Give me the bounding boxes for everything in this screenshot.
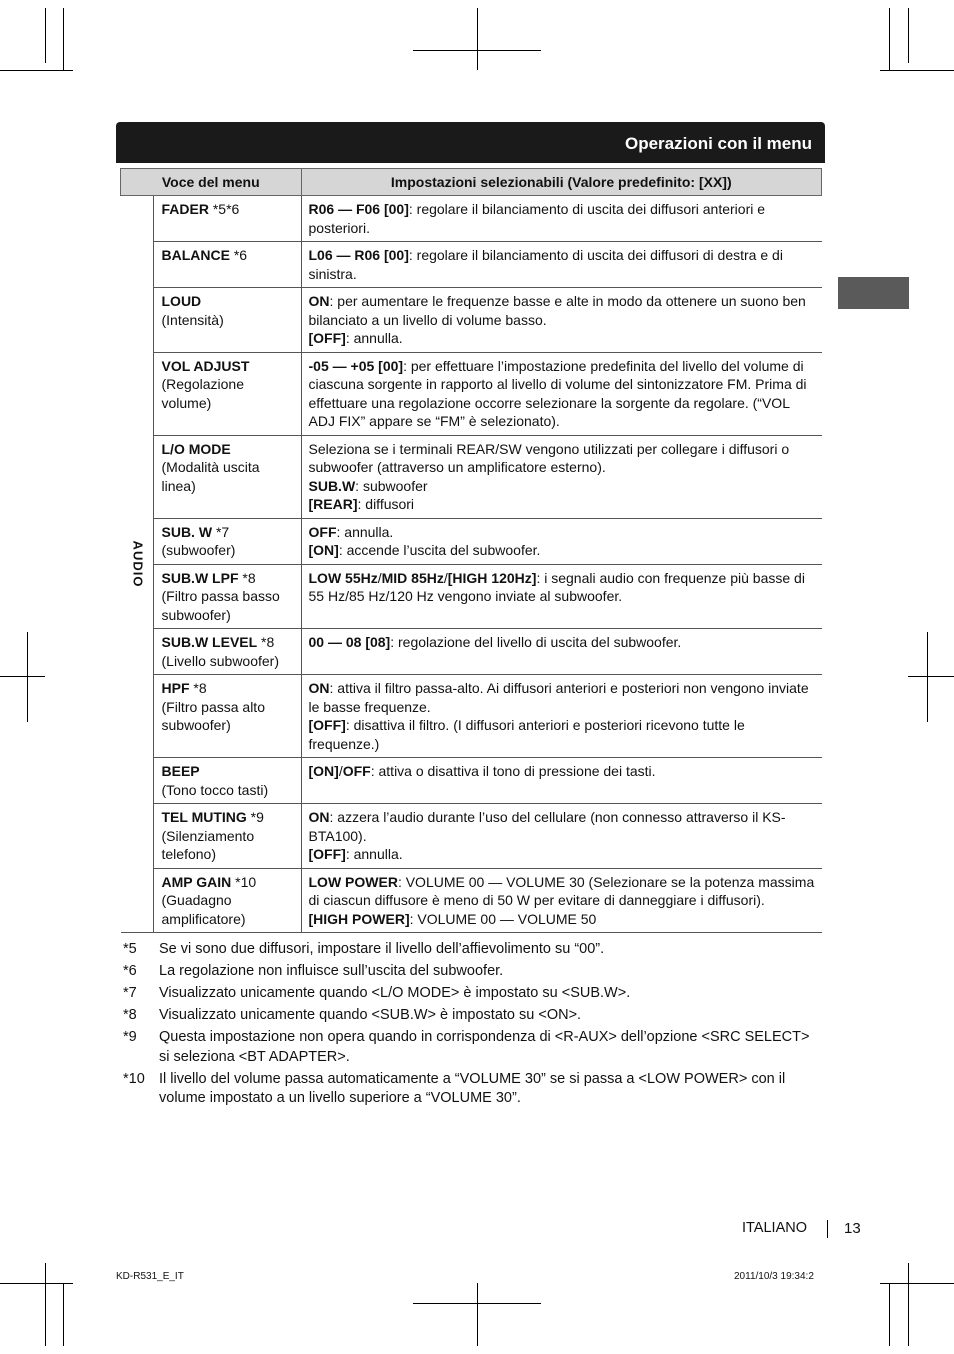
settings-line (309, 440, 816, 477)
setting-value: ON (308, 809, 330, 825)
settings-line (309, 716, 816, 753)
settings-cell (301, 518, 822, 564)
footnote-text: Questa impostazione non opera quando in corrispondenza di <R-AUX> dell’opzione <SRC SELECT> si seleziona <BT ADAPTER>. (159, 1029, 810, 1065)
settings-line (309, 808, 816, 845)
settings-line (309, 762, 816, 781)
menu-item-name: BEEP (161, 763, 200, 779)
setting-text: : regolazione del livello di uscita del subwoofer. (390, 634, 682, 650)
menu-item-description: (Regolazione volume) (161, 376, 244, 411)
menu-item-note-ref: *8 (238, 569, 256, 586)
setting-value: [OFF] (308, 330, 346, 346)
menu-item-name: SUB.W LEVEL (161, 634, 258, 650)
setting-text: : disattiva il filtro. (I diffusori anteriori e posteriori ricevono tutte le frequenze.) (308, 717, 745, 752)
settings-line (309, 246, 816, 283)
settings-line (309, 845, 816, 864)
menu-item-name: TEL MUTING (161, 809, 247, 825)
settings-cell (301, 868, 822, 933)
setting-value: -05 — +05 [00] (308, 357, 404, 374)
menu-item-name: AMP GAIN (161, 873, 232, 890)
footnote-text: Visualizzato unicamente quando <SUB.W> è impostato su <ON>. (159, 1007, 582, 1023)
menu-item-cell (153, 868, 301, 933)
setting-value: MID 85Hz (381, 569, 444, 586)
menu-item-cell (153, 352, 301, 435)
settings-line (309, 873, 816, 910)
menu-item-cell (153, 629, 301, 675)
menu-item-name: LOUD (161, 293, 202, 309)
setting-text: / (443, 569, 448, 586)
settings-cell (301, 352, 822, 435)
print-file-id: KD-R531_E_IT (116, 1271, 184, 1282)
table-row (121, 435, 822, 518)
setting-value: [ON] (308, 763, 339, 779)
settings-line (309, 910, 816, 929)
setting-value: LOW POWER (308, 873, 398, 890)
footnote-marker: *8 (123, 1007, 137, 1023)
setting-value: [OFF] (308, 717, 346, 733)
menu-item-cell (153, 435, 301, 518)
menu-item-name: FADER (161, 201, 209, 217)
settings-line (309, 292, 816, 329)
setting-text: : annulla. (345, 846, 403, 862)
setting-text: : VOLUME 00 — VOLUME 30 (Selezionare se la potenza massima di ciascun diffusore è meno di 50 W per evitare di danneggiare i diffusori). (308, 873, 815, 908)
menu-item-note-ref: *7 (212, 523, 230, 540)
setting-text: : regolare il bilanciamento di uscita dei diffusori di destra e di sinistra. (308, 247, 783, 282)
settings-cell (301, 196, 822, 242)
language-tab-marker (838, 277, 909, 309)
footnote (123, 984, 823, 1004)
settings-line (309, 541, 816, 560)
table-row (121, 804, 822, 869)
setting-text: : diffusori (357, 496, 415, 512)
menu-item-cell (153, 564, 301, 629)
menu-item-name: VOL ADJUST (161, 357, 250, 374)
menu-item-description: (Filtro passa basso subwoofer) (161, 588, 280, 623)
setting-text: : azzera l’audio durante l’uso del cellulare (non connesso attraverso il KS-BTA100). (308, 809, 786, 844)
setting-text: : accende l’uscita del subwoofer. (338, 542, 541, 558)
menu-item-name: HPF (161, 680, 190, 696)
footnote (123, 962, 823, 982)
setting-text: : subwoofer (355, 477, 428, 494)
setting-value: [OFF] (308, 846, 346, 862)
menu-item-note-ref: *10 (231, 873, 257, 890)
section-header (116, 122, 825, 163)
menu-item-cell (153, 804, 301, 869)
table-body (121, 196, 822, 933)
setting-text: : annulla. (345, 330, 403, 346)
menu-item-cell (153, 196, 301, 242)
menu-item-description: (Filtro passa alto subwoofer) (161, 698, 265, 733)
setting-text: : attiva o disattiva il tono di pressione dei tasti. (370, 763, 656, 779)
settings-cell (301, 242, 822, 288)
setting-value: ON (308, 680, 330, 696)
setting-value: LOW 55Hz (308, 569, 378, 586)
footnote-marker: *6 (123, 963, 137, 979)
menu-item-name: BALANCE (161, 247, 230, 263)
table-row (121, 352, 822, 435)
group-cell (121, 196, 154, 933)
menu-item-note-ref: *5*6 (208, 201, 240, 217)
page-number: 13 (844, 1220, 861, 1237)
menu-item-note-ref: *6 (229, 247, 248, 263)
column-header-item: Voce del menu (121, 169, 302, 196)
setting-text: / (377, 569, 382, 586)
setting-text: : VOLUME 00 — VOLUME 50 (409, 910, 597, 927)
menu-item-note-ref: *8 (257, 634, 275, 650)
menu-item-note-ref: *9 (246, 809, 264, 825)
settings-cell (301, 804, 822, 869)
settings-cell (301, 564, 822, 629)
footnote (123, 1070, 823, 1109)
settings-cell (301, 758, 822, 804)
settings-cell (301, 629, 822, 675)
settings-line (309, 679, 816, 716)
footnote-marker: *10 (123, 1070, 145, 1087)
setting-value: [REAR] (308, 496, 358, 512)
menu-item-note-ref: *8 (189, 680, 207, 696)
section-title: Operazioni con il menu (624, 134, 812, 153)
footnote-text: Visualizzato unicamente quando <L/O MODE> è impostato su <SUB.W>. (159, 985, 631, 1001)
setting-text: / (338, 763, 343, 779)
menu-item-cell (153, 242, 301, 288)
menu-settings-table (120, 168, 822, 933)
settings-line (309, 357, 816, 431)
table-row (121, 629, 822, 675)
footer-divider (827, 1220, 828, 1238)
table-row (121, 196, 822, 242)
setting-value: ON (308, 293, 330, 309)
menu-item-name: L/O MODE (161, 440, 231, 457)
footer-language: ITALIANO (742, 1220, 807, 1236)
menu-item-description: (Silenziamento telefono) (161, 827, 255, 862)
settings-line (309, 495, 816, 514)
setting-value: R06 — F06 [00] (308, 201, 409, 217)
table-header-row (121, 169, 822, 196)
setting-value: [HIGH POWER] (308, 910, 410, 927)
setting-value: L06 — R06 [00] (308, 247, 409, 263)
footnote (123, 940, 823, 960)
settings-cell (301, 675, 822, 758)
footnote-marker: *7 (123, 985, 137, 1001)
menu-item-name: SUB.W LPF (161, 569, 239, 586)
setting-text: : per effettuare l’impostazione predefinita del livello del volume di ciascuna sorgente in rapporto al livello di volume del sintonizzatore FM. Prima di effettuare una regolazione occorre selezionare la sorgente da regolare. (“VOL ADJ FIX” appare se “FM” è selezionato). (308, 357, 807, 429)
setting-value: [HIGH 120Hz] (447, 569, 537, 586)
footnote-text: La regolazione non influisce sull’uscita del subwoofer. (159, 963, 504, 979)
menu-item-cell (153, 518, 301, 564)
table-row (121, 518, 822, 564)
setting-value: OFF (342, 763, 371, 779)
column-header-settings: Impostazioni selezionabili (Valore predefinito: [XX]) (301, 169, 822, 196)
table-row (121, 564, 822, 629)
setting-value: OFF (308, 523, 337, 540)
setting-text: : per aumentare le frequenze basse e alte in modo da ottenere un suono ben bilanciato a un livello di volume basso. (308, 293, 806, 328)
settings-cell (301, 435, 822, 518)
setting-text: Seleziona se i terminali REAR/SW vengono utilizzati per collegare i diffusori o subwoofer (attraverso un amplificatore esterno). (308, 440, 790, 475)
footnote-marker: *9 (123, 1029, 137, 1045)
setting-text: : annulla. (336, 523, 394, 540)
settings-line (309, 633, 816, 652)
settings-cell (301, 288, 822, 353)
menu-item-description: (Guadagno amplificatore) (161, 892, 246, 927)
footnote (123, 1028, 823, 1067)
setting-text: : i segnali audio con frequenze più basse di 55 Hz/85 Hz/120 Hz vengono inviate al subwoofer. (308, 569, 805, 604)
menu-item-description: (subwoofer) (161, 542, 236, 558)
group-label: AUDIO (129, 540, 145, 588)
settings-line (309, 200, 816, 237)
table-row (121, 288, 822, 353)
settings-line (309, 523, 816, 542)
table-row (121, 868, 822, 933)
footnote (123, 1006, 823, 1026)
menu-item-description: (Livello subwoofer) (161, 652, 279, 669)
setting-value: 00 — 08 [08] (308, 634, 391, 650)
menu-item-description: (Tono tocco tasti) (161, 781, 269, 798)
setting-value: SUB.W (308, 477, 356, 494)
table-row (121, 242, 822, 288)
settings-line (309, 569, 816, 606)
table-row (121, 758, 822, 804)
menu-item-cell (153, 758, 301, 804)
menu-item-name: SUB. W (161, 523, 213, 540)
footnote-text: Il livello del volume passa automaticamente a “VOLUME 30” se si passa a <LOW POWER> con il volume impostato a un livello superiore a “VOLUME 30”. (159, 1070, 786, 1106)
menu-item-description: (Modalità uscita linea) (161, 459, 260, 494)
settings-line (309, 329, 816, 348)
menu-item-cell (153, 675, 301, 758)
print-timestamp: 2011/10/3 19:34:2 (734, 1271, 814, 1282)
menu-item-description: (Intensità) (161, 311, 224, 328)
setting-text: : regolare il bilanciamento di uscita dei diffusori anteriori e posteriori. (308, 201, 766, 236)
table-row (121, 675, 822, 758)
footnote-marker: *5 (123, 941, 137, 957)
setting-text: : attiva il filtro passa-alto. Ai diffusori anteriori e posteriori non vengono inviate le basse frequenze. (308, 680, 809, 715)
settings-line (309, 477, 816, 496)
footnotes (123, 940, 823, 1111)
setting-value: [ON] (308, 542, 339, 558)
menu-item-cell (153, 288, 301, 353)
footnote-text: Se vi sono due diffusori, impostare il livello dell’affievolimento su “00”. (159, 941, 605, 957)
